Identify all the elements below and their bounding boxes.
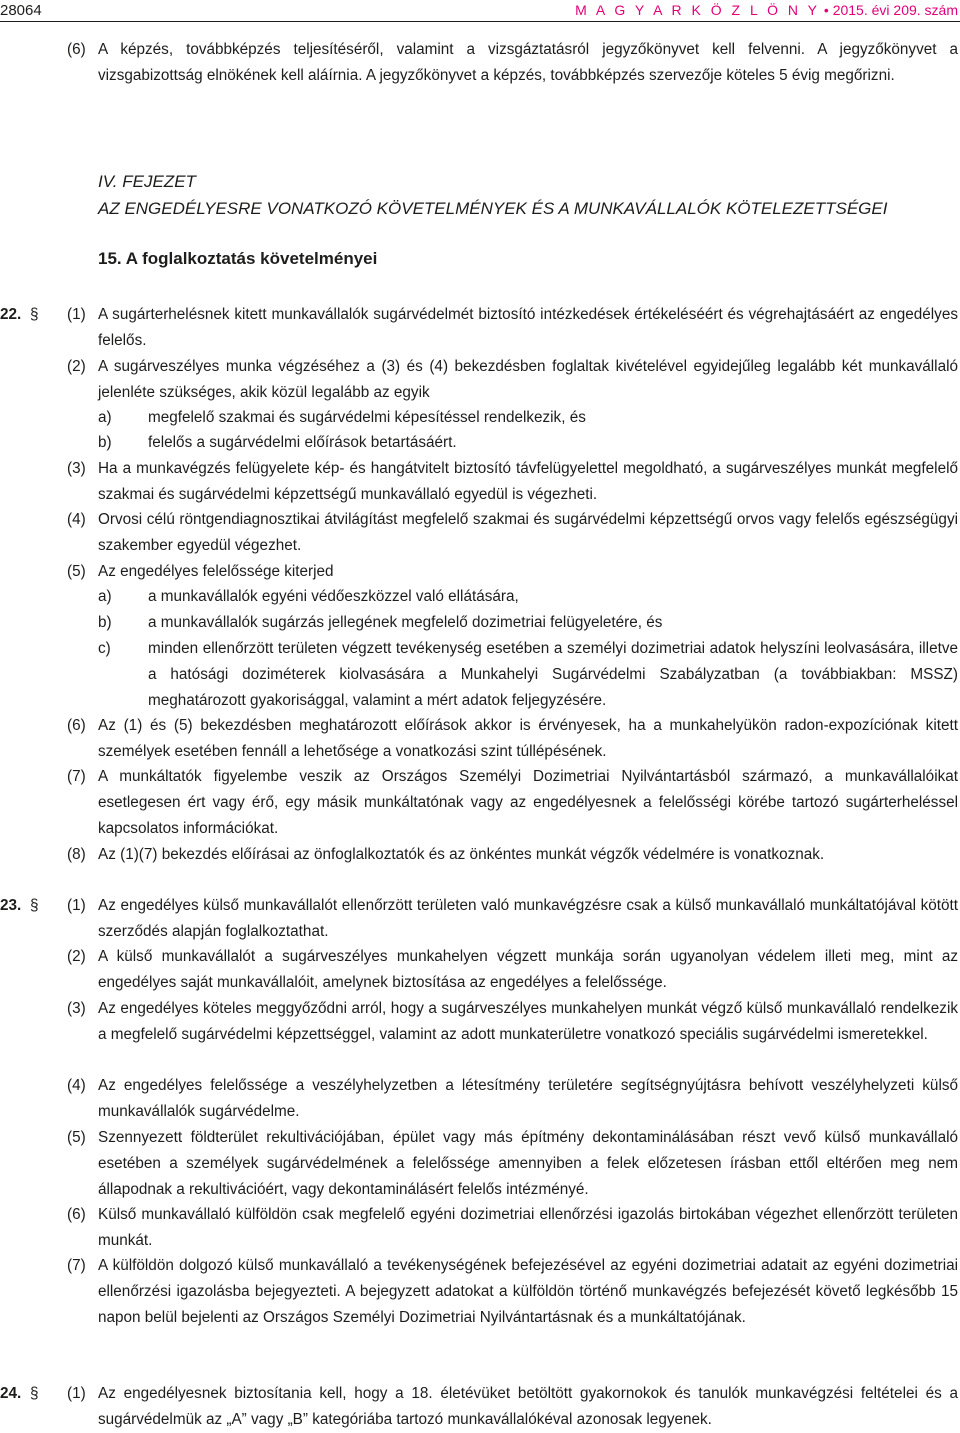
paragraph-text: Az engedélyesnek biztosítania kell, hogy a 18. életévüket betöltött gyakornokok és tanulók munkavégzési feltételei és a sugárvédelmük az „A” vagy „B” kategóriába tartozó munkavállalókéval azonosak legyenek. bbox=[98, 1385, 958, 1428]
paragraph-text: A külső munkavállalót a sugárveszélyes munkahelyen végzett munkája során ugyanolyan védelem illeti meg, mint az engedélyes saját munkavállalóit, amelynek biztosítása az engedélyes a felelőssége. bbox=[98, 948, 958, 991]
point-text: a munkavállalók sugárzás jellegének megfelelő dozimetriai felügyeletére, és bbox=[148, 614, 663, 631]
section-number: 22. bbox=[0, 306, 22, 323]
paragraph-number: (6) bbox=[67, 41, 86, 58]
paragraph-number: (2) bbox=[67, 948, 86, 965]
paragraph-number: (1) bbox=[67, 1385, 86, 1402]
point-label: a) bbox=[98, 409, 112, 426]
point-label: b) bbox=[98, 614, 112, 631]
paragraph-text: Az engedélyes külső munkavállalót ellenőrzött területen való munkavégzésre csak a külső munkavállaló munkáltatójával kötött szerződés alapján foglalkoztathat. bbox=[98, 897, 958, 940]
point-label: a) bbox=[98, 588, 112, 605]
journal-name: M A G Y A R K Ö Z L Ö N Y bbox=[575, 2, 821, 18]
paragraph-text: Az (1) és (5) bekezdésben meghatározott előírások akkor is érvényesek, ha a munkahelyükön radon-expozíciónak kitett személyek esetében fennáll a lehetősége a vonatkozási szint túllépésének. bbox=[98, 717, 958, 760]
paragraph-text: Az engedélyes felelőssége a veszélyhelyzetben a létesítmény területére segítségnyújtásra behívott veszélyhelyzeti külső munkavállalók sugárvédelme. bbox=[98, 1077, 958, 1120]
section-number: 24. bbox=[0, 1385, 22, 1402]
issue-info: • 2015. évi 209. szám bbox=[820, 2, 958, 18]
paragraph-text: Ha a munkavégzés felügyelete kép- és hangátvitelt biztosító távfelügyelettel megoldható, a sugárveszélyes munkát megfelelő szakmai és sugárvédelmi képzettségű munkavállaló egyedül is végezheti. bbox=[98, 460, 958, 503]
section-sign: § bbox=[30, 897, 39, 914]
journal-title bbox=[575, 2, 958, 18]
paragraph-text: A sugárveszélyes munka végzéséhez a (3) és (4) bekezdésben foglaltak kivételével egyidejűleg legalább két munkavállaló jelenléte szükséges, akik közül legalább az egyik bbox=[98, 358, 958, 401]
paragraph-number: (6) bbox=[67, 717, 86, 734]
section-heading: 15. A foglalkoztatás követelményei bbox=[98, 249, 378, 268]
paragraph-text: Az engedélyes köteles meggyőződni arról, hogy a sugárveszélyes munkahelyen munkát végző külső munkavállaló rendelkezik a megfelelő sugárvédelmi képzettséggel, valamint az adott munkaterületre vonatkozó speciális sugárvédelmi ismeretekkel. bbox=[98, 1000, 958, 1043]
paragraph-number: (5) bbox=[67, 563, 86, 580]
point-text: felelős a sugárvédelmi előírások betartásáért. bbox=[148, 434, 457, 451]
chapter-number: IV. FEJEZET bbox=[98, 172, 196, 191]
point-label: b) bbox=[98, 434, 112, 451]
paragraph-number: (3) bbox=[67, 1000, 86, 1017]
paragraph-text: Külső munkavállaló külföldön csak megfelelő egyéni dozimetriai ellenőrzési igazolás birtokában végezhet ellenőrzött területen munkát. bbox=[98, 1206, 958, 1249]
header-rule bbox=[0, 21, 960, 22]
paragraph-text: Orvosi célú röntgendiagnosztikai átvilágítást megfelelő szakmai és sugárvédelmi képzettségű orvos vagy felelős egészségügyi szakember egyedül végezhet. bbox=[98, 511, 958, 554]
section-sign: § bbox=[30, 1385, 39, 1402]
chapter-title: AZ ENGEDÉLYESRE VONATKOZÓ KÖVETELMÉNYEK ÉS A MUNKAVÁLLALÓK KÖTELEZETTSÉGEI bbox=[98, 199, 888, 218]
paragraph-text: A képzés, továbbképzés teljesítéséről, valamint a vizsgáztatásról jegyzőkönyvet kell felvenni. A jegyzőkönyvet a vizsgabizottság elnökének kell aláírnia. A jegyzőkönyvet a képzés, továbbképzés szervezője köteles 5 évig megőrizni. bbox=[98, 41, 958, 84]
page-header bbox=[0, 0, 960, 22]
paragraph-number: (1) bbox=[67, 306, 86, 323]
section-number: 23. bbox=[0, 897, 22, 914]
point-text: a munkavállalók egyéni védőeszközzel való ellátására, bbox=[148, 588, 519, 605]
paragraph-number: (2) bbox=[67, 358, 86, 375]
paragraph-text: Az engedélyes felelőssége kiterjed bbox=[98, 563, 334, 580]
point-text: megfelelő szakmai és sugárvédelmi képesítéssel rendelkezik, és bbox=[148, 409, 586, 426]
paragraph-number: (6) bbox=[67, 1206, 86, 1223]
section-sign: § bbox=[30, 306, 39, 323]
paragraph-text: A külföldön dolgozó külső munkavállaló a tevékenységének befejezésével az egyéni dozimetriai adatait az egyéni dozimetriai ellenőrzési igazolásba bejegyezteti. A bejegyzett adatokat a külföldön történő munkavégzés befejezését követő legkésőbb 15 napon belül bejelenti az Országos Személyi Dozimetriai Nyilvántartásnak és a munkáltatójának. bbox=[98, 1257, 958, 1326]
paragraph-number: (4) bbox=[67, 511, 86, 528]
paragraph-number: (1) bbox=[67, 897, 86, 914]
paragraph-number: (7) bbox=[67, 1257, 86, 1274]
point-text: minden ellenőrzött területen végzett tevékenység esetében a személyi dozimetriai adatok helyszíni leolvasására, illetve a hatósági doziméterek kiolvasására a Munkahelyi Sugárvédelmi Szabályzatban (a továbbiakban: MSSZ) meghatározott gyakorisággal, valamint a mért adatok feljegyzésére. bbox=[148, 640, 958, 709]
paragraph-number: (5) bbox=[67, 1129, 86, 1146]
paragraph-number: (3) bbox=[67, 460, 86, 477]
paragraph-number: (4) bbox=[67, 1077, 86, 1094]
point-label: c) bbox=[98, 640, 111, 657]
paragraph-text: A sugárterhelésnek kitett munkavállalók sugárvédelmét biztosító intézkedések értékeléséért és végrehajtásáért az engedélyes felelős. bbox=[98, 306, 958, 349]
paragraph-number: (7) bbox=[67, 768, 86, 785]
paragraph-text: A munkáltatók figyelembe veszik az Országos Személyi Dozimetriai Nyilvántartásból származó, a munkavállalóikat esetlegesen ért vagy érő, egy másik munkáltatónak vagy az engedélyesnek a felelősségi körébe tartozó sugárterheléssel kapcsolatos információkat. bbox=[98, 768, 958, 837]
paragraph-number: (8) bbox=[67, 846, 86, 863]
page-number: 28064 bbox=[0, 2, 42, 19]
paragraph-text: Szennyezett földterület rekultivációjában, épület vagy más építmény dekontaminálásában részt vevő külső munkavállaló esetében a személyek sugárvédelmének a felelőssége amennyiben a felek előzetesen írásban ettől eltérően meg nem állapodnak a rekultivációért, vagy dekontaminálásért felelős intézményé. bbox=[98, 1129, 958, 1198]
paragraph-text: Az (1)(7) bekezdés előírásai az önfoglalkoztatók és az önkéntes munkát végzők védelmére is vonatkoznak. bbox=[98, 846, 825, 863]
